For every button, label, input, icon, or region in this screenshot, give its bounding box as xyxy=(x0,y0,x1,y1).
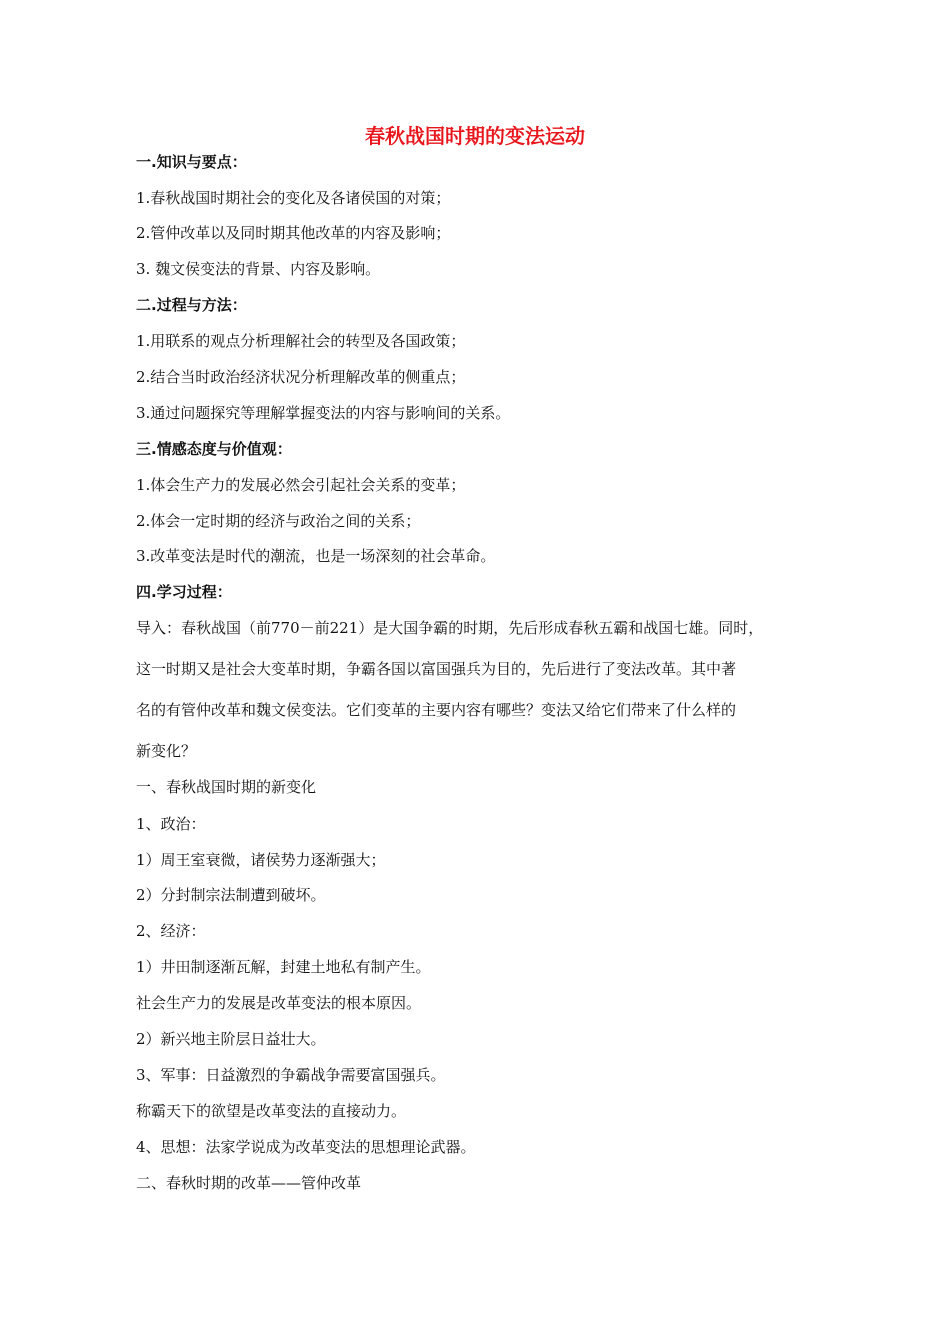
body-line: 4、思想：法家学说成为改革变法的思想理论武器。 xyxy=(136,1138,476,1156)
body-line: 1）周王室衰微，诸侯势力逐渐强大； xyxy=(136,851,386,869)
list-item: 2.管仲改革以及同时期其他改革的内容及影响； xyxy=(136,224,451,242)
list-item: 2.结合当时政治经济状况分析理解改革的侧重点； xyxy=(136,368,466,386)
list-item: 1.体会生产力的发展必然会引起社会关系的变革； xyxy=(136,476,466,494)
intro-line: 名的有管仲改革和魏文侯变法。它们变革的主要内容有哪些？变法又给它们带来了什么样的 xyxy=(136,701,737,719)
body-line: 二、春秋时期的改革——管仲改革 xyxy=(136,1174,362,1192)
body-line: 2）分封制宗法制遭到破坏。 xyxy=(136,886,326,904)
section-heading-values: 三.情感态度与价值观： xyxy=(136,440,292,458)
list-item: 3.通过问题探究等理解掌握变法的内容与影响间的关系。 xyxy=(136,404,511,422)
body-line: 称霸天下的欲望是改革变法的直接动力。 xyxy=(136,1102,407,1120)
list-item: 2.体会一定时期的经济与政治之间的关系； xyxy=(136,512,421,530)
section-heading-knowledge: 一.知识与要点： xyxy=(136,153,247,171)
list-item: 3.改革变法是时代的潮流，也是一场深刻的社会革命。 xyxy=(136,547,496,565)
body-line: 一、春秋战国时期的新变化 xyxy=(136,778,317,796)
list-item: 1.春秋战国时期社会的变化及各诸侯国的对策； xyxy=(136,189,451,207)
body-line: 1）井田制逐渐瓦解，封建土地私有制产生。 xyxy=(136,958,431,976)
list-item: 3. 魏文侯变法的背景、内容及影响。 xyxy=(136,260,381,278)
document-title: 春秋战国时期的变法运动 xyxy=(365,124,585,148)
body-line: 3、军事：日益激烈的争霸战争需要富国强兵。 xyxy=(136,1066,446,1084)
section-heading-learning: 四.学习过程： xyxy=(136,583,232,601)
body-line: 2、经济： xyxy=(136,922,206,940)
intro-line: 这一时期又是社会大变革时期，争霸各国以富国强兵为目的，先后进行了变法改革。其中著 xyxy=(136,660,737,678)
body-line: 社会生产力的发展是改革变法的根本原因。 xyxy=(136,994,422,1012)
intro-line: 导入：春秋战国（前770－前221）是大国争霸的时期，先后形成春秋五霸和战国七雄。同时， xyxy=(136,619,764,637)
body-line: 1、政治： xyxy=(136,815,206,833)
list-item: 1.用联系的观点分析理解社会的转型及各国政策； xyxy=(136,332,466,350)
section-heading-process: 二.过程与方法： xyxy=(136,296,247,314)
intro-line: 新变化？ xyxy=(136,742,197,760)
body-line: 2）新兴地主阶层日益壮大。 xyxy=(136,1030,326,1048)
